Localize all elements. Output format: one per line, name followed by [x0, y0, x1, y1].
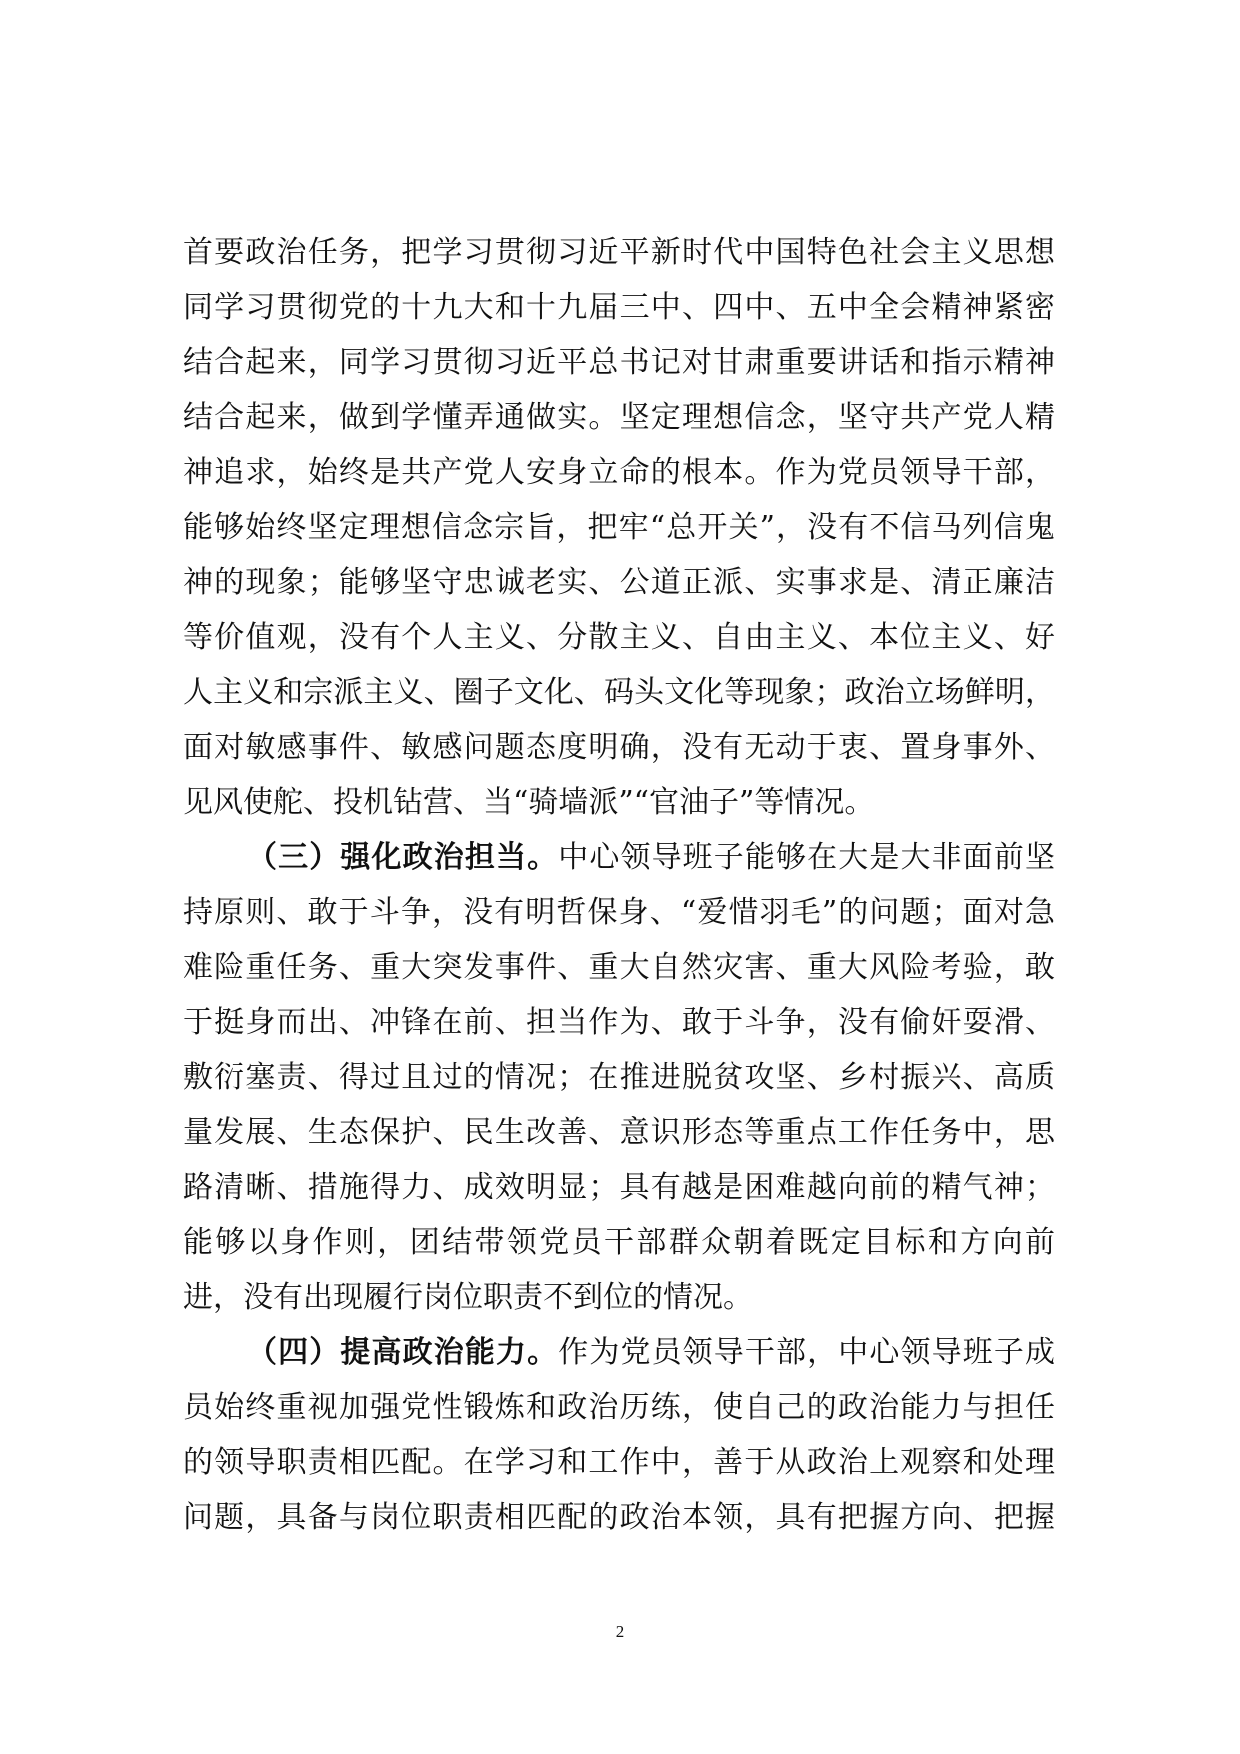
text-line: 结合起来，做到学懂弄通做实。坚定理想信念，坚守共产党人精	[183, 400, 1055, 435]
text-line: 等价值观，没有个人主义、分散主义、自由主义、本位主义、好	[183, 620, 1055, 655]
text-line: 同学习贯彻党的十九大和十九届三中、四中、五中全会精神紧密	[183, 290, 1055, 325]
section-3-first-line-text: 中心领导班子能够在大是大非面前坚	[558, 840, 1056, 875]
text-line: 人主义和宗派主义、圈子文化、码头文化等现象；政治立场鲜明，	[183, 675, 1055, 710]
section-4-first-line	[183, 1325, 1055, 1380]
text-line: 首要政治任务，把学习贯彻习近平新时代中国特色社会主义思想	[183, 235, 1055, 270]
text-line: 难险重任务、重大突发事件、重大自然灾害、重大风险考验，敢	[183, 950, 1055, 985]
text-line: 见风使舵、投机钻营、当“骑墙派”“官油子”等情况。	[183, 785, 875, 820]
section-3-first-line	[183, 830, 1055, 885]
text-line: 敷衍塞责、得过且过的情况；在推进脱贫攻坚、乡村振兴、高质	[183, 1060, 1055, 1095]
text-line: 问题，具备与岗位职责相匹配的政治本领，具有把握方向、把握	[183, 1500, 1055, 1535]
text-line: 路清晰、措施得力、成效明显；具有越是困难越向前的精气神；	[183, 1170, 1055, 1205]
page-number: 2	[615, 1622, 625, 1641]
text-line: 于挺身而出、冲锋在前、担当作为、敢于斗争，没有偷奸耍滑、	[183, 1005, 1055, 1040]
text-line: 结合起来，同学习贯彻习近平总书记对甘肃重要讲话和指示精神	[183, 345, 1055, 380]
section-4-first-line-text: 作为党员领导干部，中心领导班子成	[558, 1335, 1056, 1370]
document-body	[183, 225, 1055, 1545]
section-3-heading: （三）强化政治担当。	[247, 840, 559, 875]
text-line: 能够以身作则，团结带领党员干部群众朝着既定目标和方向前	[183, 1225, 1055, 1260]
text-line: 量发展、生态保护、民生改善、意识形态等重点工作任务中，思	[183, 1115, 1055, 1150]
text-line: 能够始终坚定理想信念宗旨，把牢“总开关”，没有不信马列信鬼	[183, 510, 1055, 545]
text-line: 的领导职责相匹配。在学习和工作中，善于从政治上观察和处理	[183, 1445, 1055, 1480]
text-line: 持原则、敢于斗争，没有明哲保身、“爱惜羽毛”的问题；面对急	[183, 895, 1055, 930]
text-line: 员始终重视加强党性锻炼和政治历练，使自己的政治能力与担任	[183, 1390, 1055, 1425]
text-line: 神追求，始终是共产党人安身立命的根本。作为党员领导干部，	[183, 455, 1055, 490]
section-4-heading: （四）提高政治能力。	[247, 1335, 559, 1370]
text-line: 进，没有出现履行岗位职责不到位的情况。	[183, 1280, 753, 1315]
text-line: 神的现象；能够坚守忠诚老实、公道正派、实事求是、清正廉洁	[183, 565, 1055, 600]
text-line: 面对敏感事件、敏感问题态度明确，没有无动于衷、置身事外、	[183, 730, 1055, 765]
